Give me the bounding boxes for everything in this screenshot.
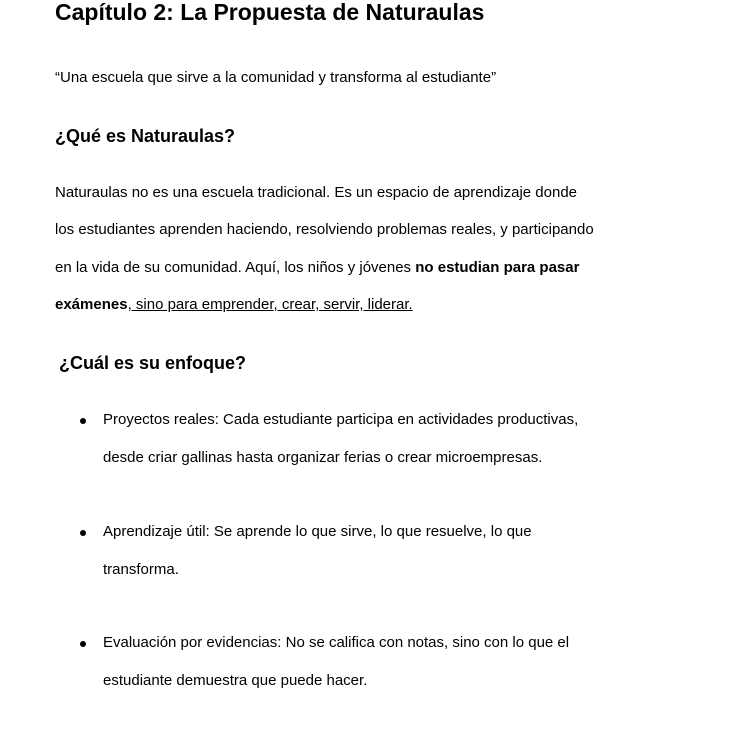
list-item-1-line-1: Proyectos reales: Cada estudiante participa en actividades productivas, bbox=[103, 411, 579, 428]
bullet-icon bbox=[80, 418, 86, 424]
list-item-2-line-1: Aprendizaje útil: Se aprende lo que sirve, lo que resuelve, lo que bbox=[103, 523, 532, 540]
paragraph-line-4-underlined: , sino para emprender, crear, servir, liderar. bbox=[127, 296, 413, 313]
list-item-3-line-1: Evaluación por evidencias: No se califica con notas, sino con lo que el bbox=[103, 634, 570, 651]
list-item-2-line-2: transforma. bbox=[103, 561, 179, 578]
section-heading-focus: ¿Cuál es su enfoque? bbox=[59, 353, 247, 373]
section-heading-what-is: ¿Qué es Naturaulas? bbox=[55, 126, 236, 146]
paragraph-line-2: los estudiantes aprenden haciendo, resolviendo problemas reales, y participando bbox=[55, 221, 594, 238]
paragraph-line-4 bbox=[55, 296, 413, 314]
bullet-icon bbox=[80, 530, 86, 536]
paragraph-line-3-bold: no estudian para pasar bbox=[415, 259, 580, 276]
chapter-title: Capítulo 2: La Propuesta de Naturaulas bbox=[55, 0, 485, 25]
paragraph-line-1: Naturaulas no es una escuela tradicional. Es un espacio de aprendizaje donde bbox=[55, 184, 578, 201]
list-item-3-line-2: estudiante demuestra que puede hacer. bbox=[103, 672, 368, 689]
paragraph-line-3-plain: en la vida de su comunidad. Aquí, los niños y jóvenes bbox=[55, 259, 416, 276]
bullet-icon bbox=[80, 641, 86, 647]
paragraph-line-4-bold: exámenes bbox=[55, 296, 128, 313]
paragraph-line-3 bbox=[55, 259, 579, 277]
quote-line: “Una escuela que sirve a la comunidad y transforma al estudiante” bbox=[55, 69, 497, 86]
list-item-1-line-2: desde criar gallinas hasta organizar ferias o crear microempresas. bbox=[103, 449, 543, 466]
